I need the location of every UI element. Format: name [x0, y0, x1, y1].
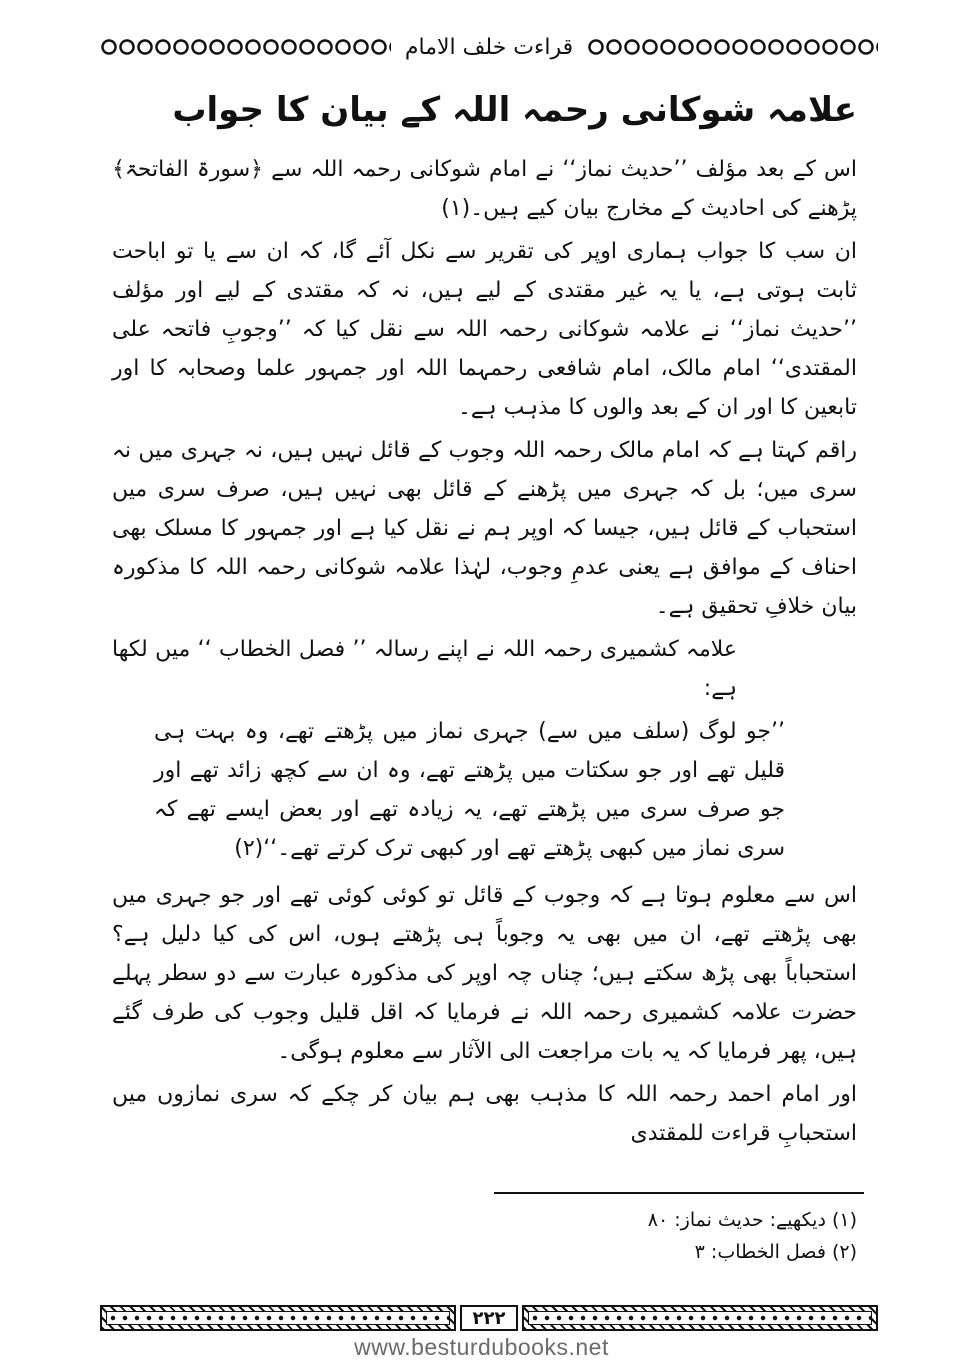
paragraph: ان سب کا جواب ہماری اوپر کی تقریر سے نکل آئے گا، کہ ان سے یا تو اباحت ثابت ہوتی ہے، یا یہ غیر مقتدی کے لیے ہیں، نہ کہ مقتدی کے لیے اور مؤلف ’’حدیث نماز‘‘ نے علامہ شوکانی رحمہ اللہ سے نقل کیا کہ ’’وجوبِ فاتحہ علی المقتدی‘‘ امام مالک، امام شافعی رحمہما اللہ اور جمہور علما وصحابہ کا اور تابعین کا اور ان کے بعد والوں کا مذہب ہے۔	[112, 239, 857, 421]
footer-ornament-left	[100, 1305, 456, 1331]
running-header	[100, 30, 878, 64]
page-number: ۲۲۲	[460, 1305, 518, 1331]
header-ornament-left	[100, 38, 391, 56]
paragraph: اس کے بعد مؤلف ’’حدیث نماز‘‘ نے امام شوکانی رحمہ اللہ سے ﴿سورۃ الفاتحۃ﴾ پڑھنے کی احادیث کے مخارج بیان کیے ہیں۔(۱)	[112, 157, 857, 222]
footnote-item: (۲) فصل الخطاب: ۳	[694, 1241, 857, 1263]
footnote-item: (۱) دیکھیے: حدیث نماز: ۸۰	[647, 1209, 857, 1231]
paragraph: اور امام احمد رحمہ اللہ کا مذہب بھی ہم بیان کر چکے کہ سری نمازوں میں استحبابِ قراءت للمقتدی	[112, 1082, 857, 1147]
quote-intro: علامہ کشمیری رحمہ اللہ نے اپنے رسالہ ’’ فصل الخطاب ‘‘ میں لکھا ہے:	[112, 637, 737, 702]
running-title: قراءت خلف الامام	[404, 34, 574, 60]
watermark-url: www.besturdubooks.net	[354, 1334, 609, 1360]
header-ornament-right	[587, 38, 878, 56]
footnotes	[397, 1204, 857, 1268]
paragraph: راقم کہتا ہے کہ امام مالک رحمہ اللہ وجوب کے قائل نہیں ہیں، نہ جہری میں نہ سری میں؛ بل کہ جہری میں پڑھنے کے قائل بھی نہیں ہیں، صرف سری میں استحباب کے قائل ہیں، جیسا کہ اوپر ہم نے نقل کیا ہے اور جمہور کا مسلک بھی احناف کے موافق ہے یعنی عدمِ وجوب، لہٰذا علامہ شوکانی رحمہ اللہ کا مذکورہ بیان خلافِ تحقیق ہے۔	[112, 438, 857, 620]
paragraph: اس سے معلوم ہوتا ہے کہ وجوب کے قائل تو کوئی کوئی تھے اور جو جہری میں بھی پڑھتے تھے، ان میں بھی یہ وجوباً ہی پڑھتے ہوں، اس کی کیا دلیل ہے؟ استحباباً بھی پڑھ سکتے ہیں؛ چناں چہ اوپر کی مذکورہ عبارت سے دو سطر پہلے حضرت علامہ کشمیری رحمہ اللہ نے فرمایا کہ اقل قلیل وجوب کی طرف گئے ہیں، پھر فرمایا کہ یہ بات مراجعت الی الآثار سے معلوم ہوگی۔	[112, 883, 857, 1065]
page-body	[112, 88, 857, 1157]
block-quote: ’’جو لوگ (سلف میں سے) جہری نماز میں پڑھتے تھے، وہ بہت ہی قلیل تھے اور جو سکتات میں پڑھتے تھے، وہ ان سے کچھ زائد تھے اور جو صرف سری میں پڑھتے تھے، یہ زیادہ تھے اور بعض ایسے تھے کہ سری نماز میں کبھی پڑھتے تھے اور کبھی ترک کرتے تھے۔‘‘(۲)	[154, 719, 785, 862]
page-footer	[100, 1303, 878, 1333]
section-heading: علامہ شوکانی رحمہ اللہ کے بیان کا جواب	[172, 90, 857, 130]
footnote-divider	[494, 1192, 864, 1194]
footer-ornament-right	[522, 1305, 878, 1331]
